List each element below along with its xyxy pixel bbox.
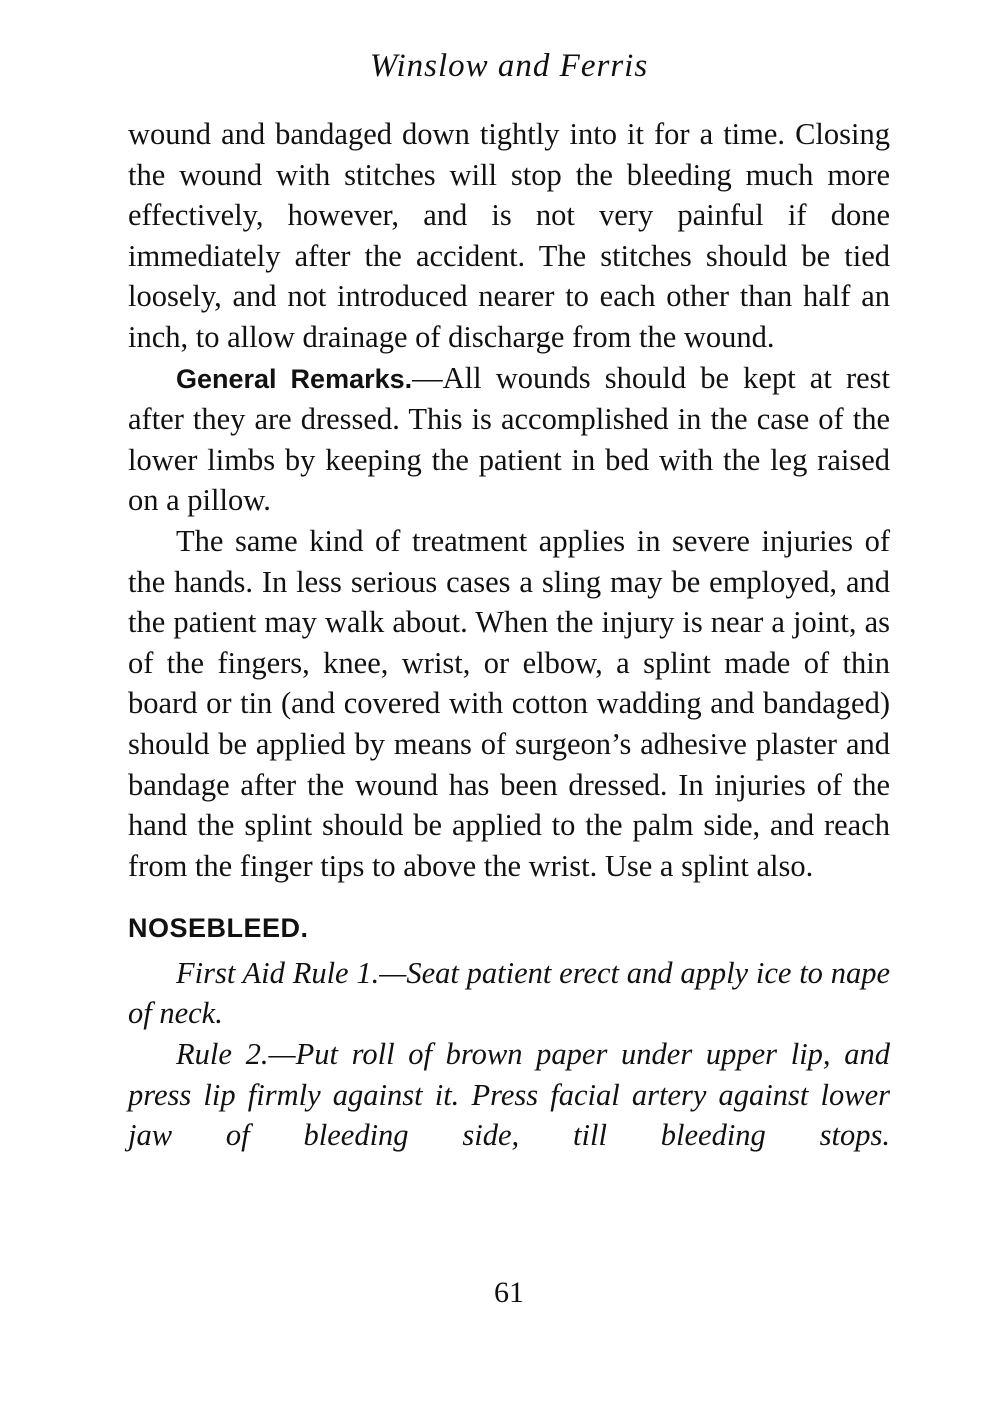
paragraph-hand-injuries: The same kind of treatment applies in severe injuries of the hands. In less serious cases a sling may be employed, and the patient may walk about. When the injury is near a joint, as of the fingers, knee, wrist, or elbow, a splint made of thin board or tin (and covered with cotton wadding and bandaged) should be applied by means of surgeon’s adhesive plaster and bandage after the wound has been dressed. In injuries of the hand the splint should be applied to the palm side, and reach from the finger tips to above the wrist. Use a splint also.: [128, 523, 890, 883]
paragraph-general-remarks: [128, 358, 890, 521]
running-head: Winslow and Ferris: [369, 48, 649, 84]
page-body: [128, 114, 890, 1156]
page-number: 61: [494, 1276, 524, 1309]
first-aid-rule-1: First Aid Rule 1.—Seat patient erect and apply ice to nape of neck.: [128, 955, 890, 1031]
paragraph-wound-closing: wound and bandaged down tightly into it for a time. Closing the wound with stitches will stop the bleeding much more effectively, however, and is not very painful if done immediately after the accident. The stitches should be tied loosely, and not introduced nearer to each other than half an inch, to allow drainage of discharge from the wound.: [128, 117, 890, 354]
first-aid-rule-2: Rule 2.—Put roll of brown paper under upper lip, and press lip firmly against it. Press facial artery against lower jaw of bleeding side, till bleeding stops.: [128, 1037, 890, 1153]
run-in-heading: General Remarks.: [176, 363, 413, 394]
general-remarks-text: —All wounds should be kept at rest after they are dressed. This is accomplished in the case of the lower limbs by keeping the patient in bed with the leg raised on a pillow.: [128, 360, 890, 518]
section-heading-nosebleed: NOSEBLEED.: [128, 913, 309, 944]
